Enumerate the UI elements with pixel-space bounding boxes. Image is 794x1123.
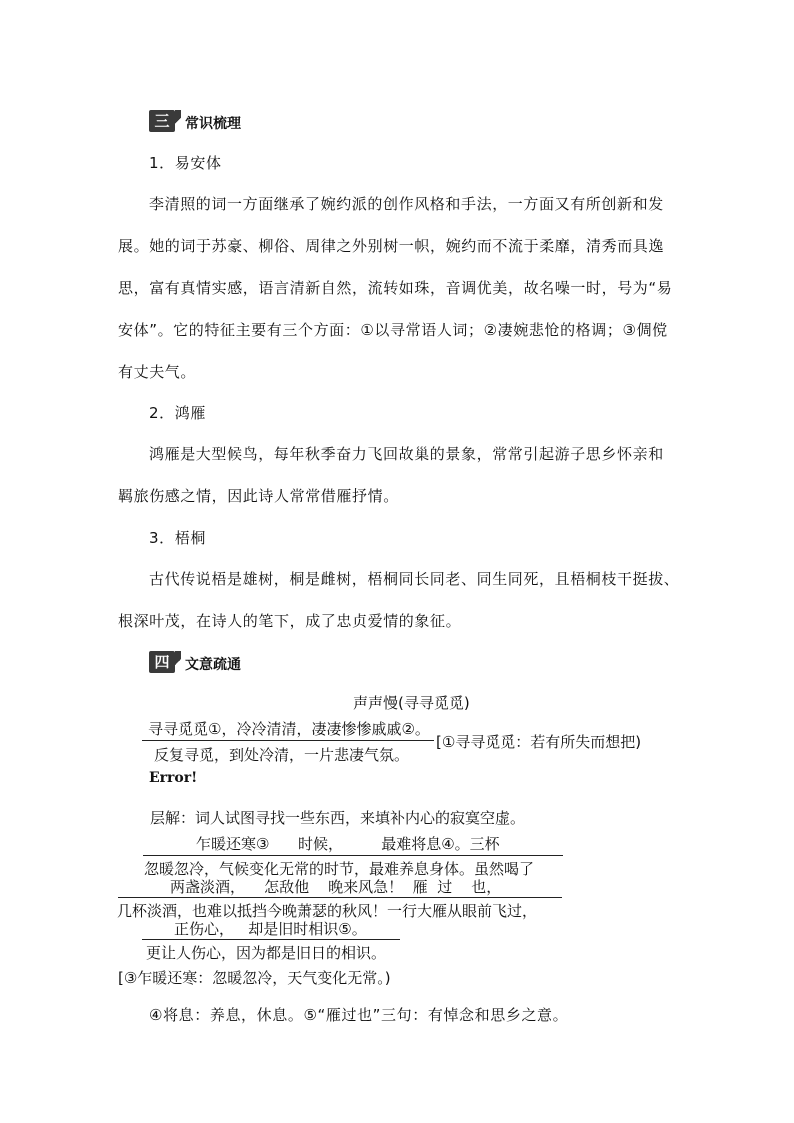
poem-original-line: 乍暖还寒③ 时候， 最难将息④。三杯 [196, 835, 500, 853]
annotation-note: ④将息：养息，休息。⑤“雁过也”三句：有悼念和思乡之意。 [149, 1006, 569, 1024]
annotation-note: [③乍暖还寒：忽暖忽冷，天气变化无常。) [118, 969, 391, 987]
poem-title: 声声慢(寻寻觅觅) [353, 694, 470, 712]
analysis-text: 层解：词人试图寻找一些东西，来填补内心的寂寞空虚。 [150, 809, 526, 827]
divider-line [143, 855, 563, 856]
item-heading: 3．梧桐 [149, 529, 206, 547]
paragraph-line: 根深叶茂，在诗人的笔下，成了忠贞爱情的象征。 [118, 612, 462, 630]
annotation-note: [①寻寻觅觅：若有所失而想把) [436, 733, 642, 751]
poem-original-line: 正伤心， 却是旧时相识⑤。 [174, 920, 367, 938]
item-heading: 1．易安体 [149, 154, 222, 172]
paragraph-line: 古代传说梧是雄树，桐是雌树，梧桐同长同老、同生同死，且梧桐枝干挺拔、 [149, 570, 680, 588]
poem-translation-line: 反复寻觅，到处冷清，一片悲凄气氛。 [154, 746, 410, 764]
divider-line [142, 740, 434, 741]
divider-line [118, 897, 562, 898]
poem-translation-line: 更让人伤心，因为都是旧日的相识。 [146, 944, 387, 962]
paragraph-line: 李清照的词一方面继承了婉约派的创作风格和手法，一方面又有所创新和发 [149, 195, 664, 213]
paragraph-line: 羁旅伤感之情，因此诗人常常借雁抒情。 [118, 487, 399, 505]
poem-translation-line: 几杯淡酒，也难以抵挡今晚萧瑟的秋风！一行大雁从眼前飞过， [117, 902, 538, 920]
poem-original-line: 寻寻觅觅①，冷冷清清，凄凄惨惨戚戚②。 [148, 720, 430, 738]
paragraph-line: 有丈夫气。 [118, 363, 197, 381]
section-badge: 四 [149, 651, 175, 673]
item-heading: 2．鸿雁 [149, 404, 206, 422]
section-title: 文意疏通 [185, 657, 241, 673]
section-title: 常识梳理 [185, 116, 241, 132]
poem-translation-line: 忽暖忽冷，气候变化无常的时节，最难养息身体。虽然喝了 [144, 860, 535, 878]
error-text: Error! [149, 770, 198, 786]
divider-line [142, 939, 400, 940]
paragraph-line: 展。她的词于苏豪、柳俗、周律之外别树一帜，婉约而不流于柔靡，清秀而具逸 [118, 237, 665, 255]
section-badge: 三 [149, 110, 175, 132]
paragraph-line: 思，富有真情实感，语言清新自然，流转如珠，音调优美，故名噪一时，号为“易 [118, 279, 673, 297]
poem-original-line: 两盏淡酒， 怎敌他 晚来风急！ 雁 过 也， [170, 878, 502, 896]
paragraph-line: 鸿雁是大型候鸟，每年秋季奋力飞回故巢的景象，常常引起游子思乡怀亲和 [149, 445, 664, 463]
paragraph-line: 安体”。它的特征主要有三个方面：①以寻常语人词；②凄婉悲怆的格调；③倜傥 [118, 321, 668, 339]
